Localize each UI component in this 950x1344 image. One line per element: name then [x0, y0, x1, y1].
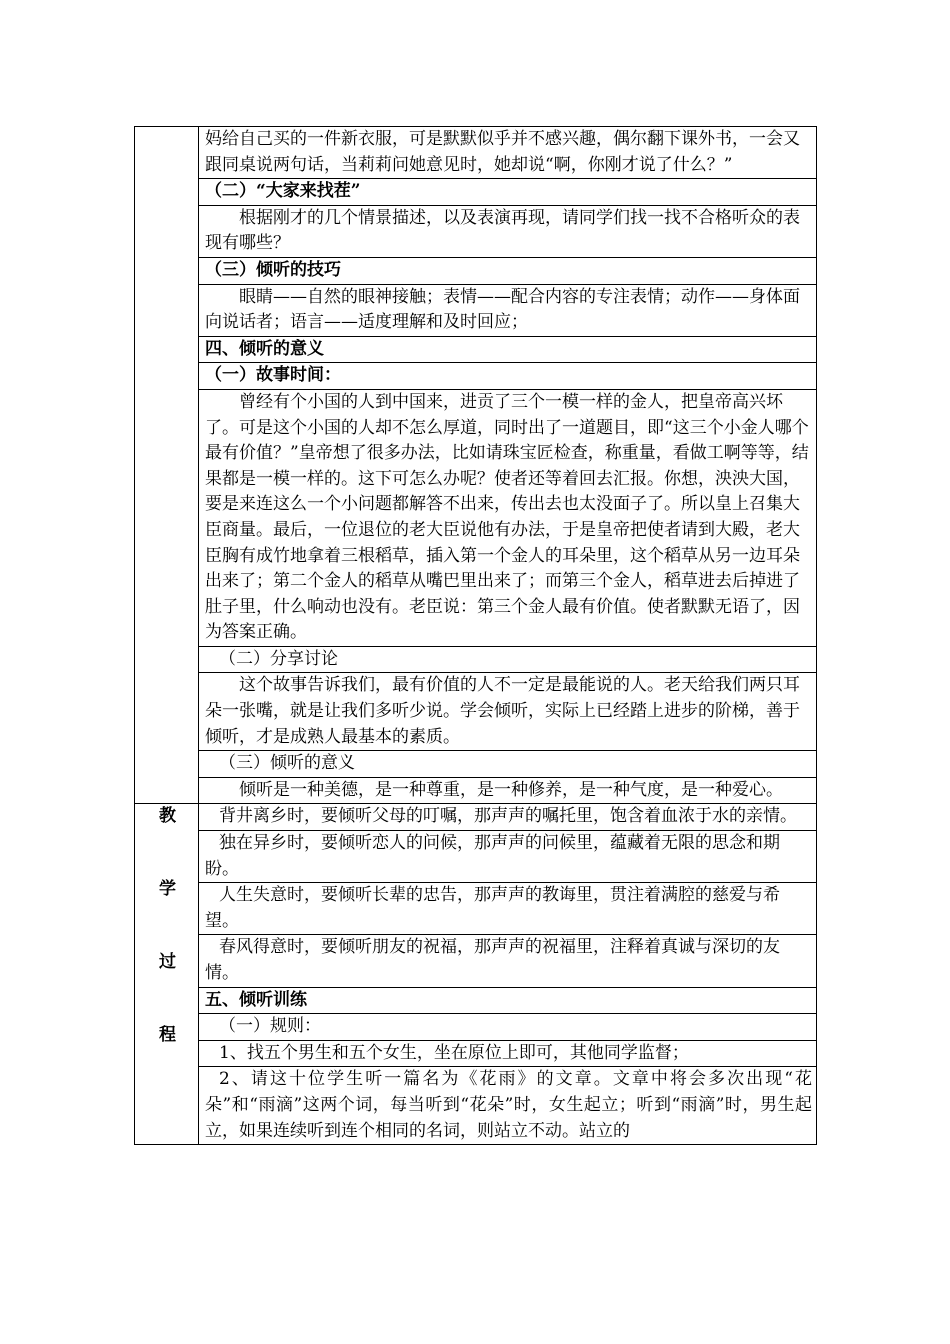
story-text-cell: 曾经有个小国的人到中国来，进贡了三个一模一样的金人，把皇帝高兴坏了。可是这个小国的人却不怎么厚道，同时出了一道题目，即“这三个小金人哪个最有价值？”皇帝想了很多办法，比如请珠宝匠检查，称重量，看做工啊等等，结果都是一模一样的。这下可怎么办呢？使者还等着回去汇报。你想，泱泱大国，要是来连这么一个小问题都解答不出来，传出去也太没面子了。所以皇上召集大臣商量。最后，一位退位的老大臣说他有办法，于是皇帝把使者请到大殿，老大臣胸有成竹地拿着三根稻草，插入第一个金人的耳朵里，这个稻草从另一边耳朵出来了；第二个金人的稻草从嘴巴里出来了；而第三个金人，稻草进去后掉进了肚子里，什么响动也没有。老臣说：第三个金人最有价值。使者默默无语了，因为答案正确。 [199, 389, 817, 646]
table-row [135, 777, 817, 804]
section-label-char: 程 [159, 1025, 176, 1046]
section-label-cell [135, 804, 199, 1145]
section-heading-cell: 五、倾听训练 [199, 987, 817, 1014]
table-row [135, 646, 817, 673]
text-cell: 独在异乡时，要倾听恋人的问候，那声声的问候里，蕴藏着无限的思念和期盼。 [199, 831, 817, 883]
text-cell: 妈给自己买的一件新衣服，可是默默似乎并不感兴趣，偶尔翻下课外书，一会又跟同桌说两句话，当莉莉问她意见时，她却说“啊，你刚才说了什么？” [199, 127, 817, 179]
subheading-cell: （三）倾听的技巧 [199, 257, 817, 284]
table-row [135, 179, 817, 206]
section-label-char: 过 [159, 952, 176, 973]
text-cell: 根据刚才的几个情景描述，以及表演再现，请同学们找一找不合格听众的表现有哪些？ [199, 205, 817, 257]
table-row [135, 935, 817, 987]
table-row [135, 751, 817, 778]
table-row [135, 804, 817, 831]
text-cell: 这个故事告诉我们，最有价值的人不一定是最能说的人。老天给我们两只耳朵一张嘴，就是让我们多听少说。学会倾听，实际上已经踏上进步的阶梯，善于倾听，才是成熟人最基本的素质。 [199, 673, 817, 751]
table-row [135, 1040, 817, 1067]
label-cell-empty [135, 127, 199, 804]
text-cell: 倾听是一种美德，是一种尊重，是一种修养，是一种气度，是一种爱心。 [199, 777, 817, 804]
table-row [135, 673, 817, 751]
section-label-char: 学 [159, 879, 176, 900]
lesson-plan-table [134, 126, 817, 1145]
table-row [135, 205, 817, 257]
subheading-cell: （一）故事时间： [199, 363, 817, 390]
table-row [135, 257, 817, 284]
table-row [135, 127, 817, 179]
text-cell: 1、找五个男生和五个女生，坐在原位上即可，其他同学监督； [199, 1040, 817, 1067]
table-row [135, 831, 817, 883]
text-cell: 2、请这十位学生听一篇名为《花雨》的文章。文章中将会多次出现“花朵”和“雨滴”这两个词，每当听到“花朵”时，女生起立；听到“雨滴”时，男生起立，如果连续听到连个相同的名词，则站立不动。站立的 [199, 1067, 817, 1145]
text-cell: 春风得意时，要倾听朋友的祝福，那声声的祝福里，注释着真诚与深切的友情。 [199, 935, 817, 987]
subheading-cell: （三）倾听的意义 [199, 751, 817, 778]
table-row [135, 1014, 817, 1041]
text-cell: 背井离乡时，要倾听父母的叮嘱，那声声的嘱托里，饱含着血浓于水的亲情。 [199, 804, 817, 831]
table-row [135, 1067, 817, 1145]
table-row [135, 363, 817, 390]
subheading-cell: （二）“大家来找茬” [199, 179, 817, 206]
section-heading-cell: 四、倾听的意义 [199, 336, 817, 363]
subheading-cell: （一）规则： [199, 1014, 817, 1041]
text-cell: 眼睛——自然的眼神接触；表情——配合内容的专注表情；动作——身体面向说话者；语言——适度理解和及时回应； [199, 284, 817, 336]
text-cell: 人生失意时，要倾听长辈的忠告，那声声的教诲里，贯注着满腔的慈爱与希望。 [199, 883, 817, 935]
table-row [135, 336, 817, 363]
section-label-char: 教 [159, 806, 176, 827]
table-row [135, 883, 817, 935]
table-row [135, 987, 817, 1014]
table-row [135, 284, 817, 336]
table-row [135, 389, 817, 646]
subheading-cell: （二）分享讨论 [199, 646, 817, 673]
